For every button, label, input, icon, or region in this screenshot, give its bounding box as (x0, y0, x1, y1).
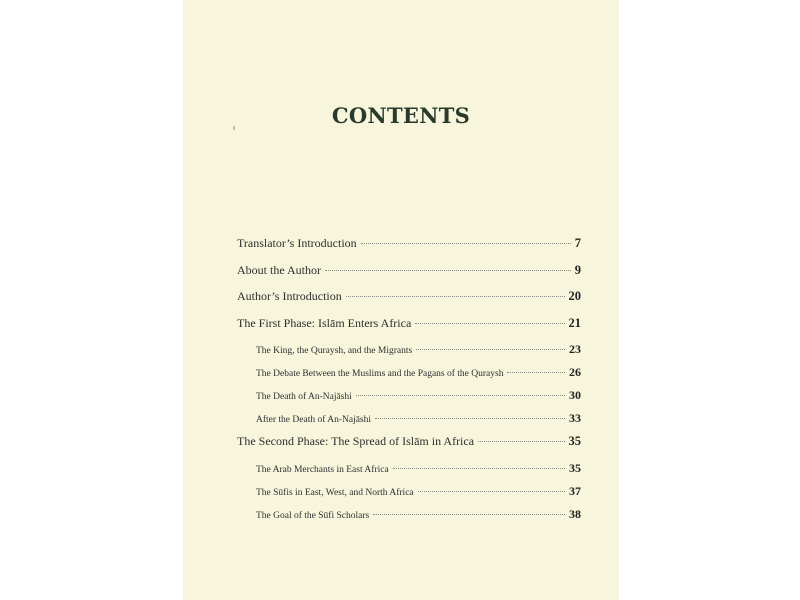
dot-leader (415, 323, 564, 324)
toc-entry[interactable] (237, 263, 581, 290)
contents-heading: CONTENTS (331, 103, 471, 128)
dot-leader (375, 418, 565, 419)
toc-entry-label: The Sūfis in East, West, and North Africa (256, 487, 414, 498)
toc-entry[interactable] (237, 316, 581, 343)
dot-leader (418, 491, 565, 492)
toc-entry-page: 23 (569, 342, 581, 356)
toc-entry-label: The First Phase: Islām Enters Africa (237, 315, 412, 330)
dot-leader (373, 514, 565, 515)
book-page (183, 0, 619, 600)
dot-leader (507, 372, 565, 373)
toc-entry-label: The Arab Merchants in East Africa (256, 464, 389, 475)
toc-entry-label: Translator’s Introduction (237, 236, 357, 250)
dot-leader (393, 468, 565, 469)
toc-entry[interactable] (237, 434, 581, 461)
toc-subentry[interactable] (237, 507, 581, 530)
toc-entry-label: The King, the Quraysh, and the Migrants (256, 346, 413, 356)
dot-leader (361, 243, 571, 244)
toc-entry-page: 33 (569, 411, 581, 425)
toc-entry[interactable] (237, 236, 581, 263)
toc-entry[interactable] (237, 289, 581, 316)
toc-subentry[interactable] (237, 365, 581, 388)
toc-entry-page: 21 (568, 315, 581, 330)
toc-entry-label: Author’s Introduction (237, 289, 342, 303)
toc-entry-page: 38 (569, 506, 581, 521)
toc-entry-page: 20 (568, 289, 581, 303)
toc-subentry[interactable] (237, 388, 581, 411)
dot-leader (346, 296, 565, 297)
toc-entry-page: 26 (569, 365, 581, 379)
dot-leader (356, 395, 565, 396)
toc-entry-label: About the Author (237, 262, 321, 277)
toc-entry-page: 9 (574, 262, 581, 277)
toc-subentry[interactable] (237, 342, 581, 365)
toc-entry-label: The Debate Between the Muslims and the Pagans of the Quraysh (256, 369, 504, 379)
toc-entry-label: The Death of An-Najāshi (256, 392, 352, 402)
toc-subentry[interactable] (237, 461, 581, 484)
toc-entry-page: 37 (569, 483, 581, 498)
toc-entry-label: After the Death of An-Najāshi (256, 415, 372, 425)
toc-entry-page: 30 (569, 388, 581, 402)
dot-leader (325, 270, 571, 271)
toc-entry-page: 35 (569, 460, 581, 475)
toc-entry-label: The Goal of the Sūfi Scholars (256, 510, 370, 521)
toc-subentry[interactable] (237, 411, 581, 434)
dot-leader (416, 349, 565, 350)
table-of-contents (237, 236, 581, 530)
toc-entry-label: The Second Phase: The Spread of Islām in Africa (237, 434, 475, 448)
toc-subentry[interactable] (237, 484, 581, 507)
toc-entry-page: 7 (574, 236, 581, 250)
dot-leader (478, 441, 564, 442)
toc-entry-page: 35 (568, 434, 581, 448)
